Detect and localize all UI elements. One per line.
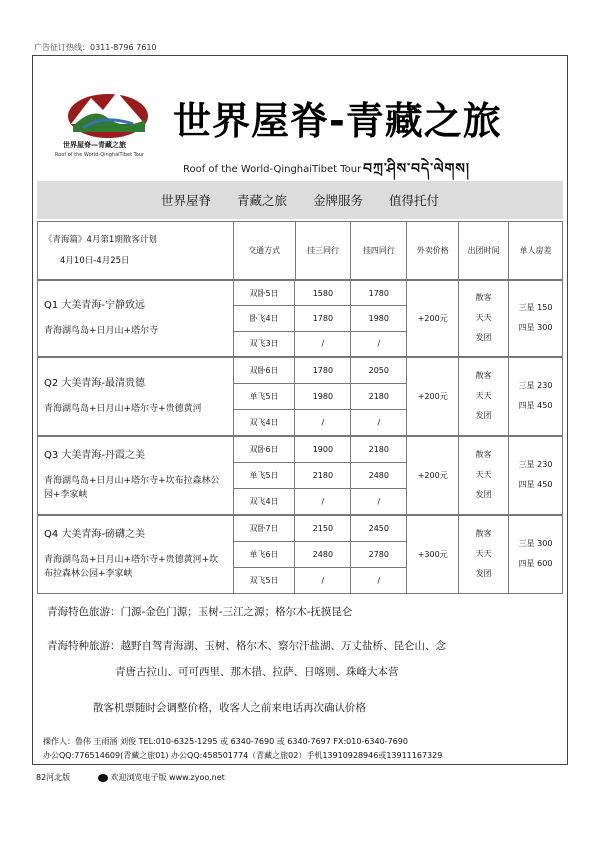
price-notice: 散客机票随时会调整价格，收客人之前来电话再次确认价格 [93,702,366,714]
special-tour-2-line2: 青唐古拉山、可可西里、那木措、拉萨、日喀则、珠峰大本营 [115,666,399,678]
transport-cell: 双卧5日 [233,281,295,306]
plan-line-1: 《青海篇》4月第1期散客计划 [44,235,157,246]
price-4-cell: 1780 [351,281,407,306]
price-3-cell: 1580 [295,281,351,306]
ad-frame [32,55,568,765]
depart-line: 发团 [475,490,492,500]
transport-cell: 双飞4日 [233,488,295,514]
price-4-cell: 1980 [351,306,407,331]
transport-cell: 双卧6日 [233,357,295,383]
table-row [38,357,563,383]
single-diff-cell [509,515,563,593]
price-4-cell: / [351,488,407,514]
route-title: Q3 大美青海-丹霞之美 [44,450,146,462]
transport-cell: 双卧6日 [233,436,295,462]
price-4-cell: 2180 [351,383,407,409]
depart-line: 散客 [475,529,492,539]
contact-line-2: 办公QQ:776514609(青藏之旅01) 办公QQ:458501774（青藏之旅02）手机13910928946或13911167329 [43,751,443,760]
slogan-1: 世界屋脊 [160,193,211,208]
col-price-4: 挂四同行 [351,222,407,280]
col-single-diff: 单人房差 [509,222,563,280]
page-number: 82河北版 [36,773,71,782]
slogan-banner [37,181,563,219]
single-diff-cell [509,281,563,357]
transport-cell: 单飞6日 [233,541,295,567]
header [33,56,567,177]
route-info [38,515,234,593]
depart-line: 散客 [475,450,492,460]
route-title: Q1 大美青海-宁静致远 [44,300,146,312]
depart-line: 天天 [475,549,492,559]
price-4-cell: 2480 [351,462,407,488]
col-transport: 交通方式 [233,222,295,280]
depart-line: 天天 [475,391,492,401]
depart-cell [459,281,509,357]
slogan-2: 青藏之旅 [236,193,287,208]
table-row [38,281,563,306]
route-sites: 青海湖鸟岛+日月山+塔尔寺 [44,326,159,337]
route-sites: 青海湖鸟岛+日月山+塔尔寺+贵德黄河 [44,404,202,415]
transport-cell: 双卧7日 [233,515,295,541]
special-tour-2-line1: 青海特种旅游：越野自驾青海湖、玉树、格尔木、察尔汗盐湖、万丈盐桥、昆仑山、念 [47,640,446,652]
brand-icon [98,774,108,782]
price-3-cell: 1980 [295,383,351,409]
transport-cell: 卧飞4日 [233,306,295,331]
depart-line: 发团 [475,333,492,343]
price-3-cell: / [295,567,351,593]
price-4-cell: / [351,331,407,356]
diff-line: 四星 600 [518,559,553,569]
brand-text: 欢迎浏览电子版 www.zyoo.net [110,773,225,782]
sale-price-cell: +300元 [407,515,459,593]
sale-price-cell: +200元 [407,357,459,435]
table-row [38,515,563,541]
slogan-3: 金牌服务 [313,193,364,208]
depart-cell [459,515,509,593]
logo-caption-en: Roof of the World-QinghaiTibet Tour [55,152,145,158]
price-4-cell: 2780 [351,541,407,567]
col-sale-price: 外卖价格 [407,222,459,280]
single-diff-cell [509,436,563,514]
price-4-cell: 2180 [351,436,407,462]
table-row [38,436,563,462]
route-info [38,357,234,435]
col-price-3: 挂三同行 [295,222,351,280]
price-3-cell: 2480 [295,541,351,567]
route-info [38,436,234,514]
single-diff-cell [509,357,563,435]
tibetan-text: བཀྲ་ཤིས་བདེ་ལེགས། [363,161,470,177]
price-3-cell: 2180 [295,462,351,488]
depart-line: 散客 [475,371,492,381]
logo [55,76,153,171]
depart-cell [459,357,509,435]
price-3-cell: 1900 [295,436,351,462]
route-title: Q2 大美青海-最清贵德 [44,378,146,390]
depart-line: 散客 [475,293,492,303]
brand-footer [98,772,225,783]
price-3-cell: 1780 [295,357,351,383]
price-3-cell: 2150 [295,515,351,541]
transport-cell: 双飞5日 [233,567,295,593]
price-4-cell: 2450 [351,515,407,541]
sale-price-cell: +200元 [407,436,459,514]
price-3-cell: / [295,331,351,356]
diff-line: 四星 450 [518,401,553,411]
subtitle: Roof of the World-QinghaiTibet Tour [183,164,362,175]
diff-line: 三星 230 [518,381,553,391]
diff-line: 三星 230 [518,460,553,470]
transport-cell: 双飞3日 [233,331,295,356]
sale-price-cell: +200元 [407,281,459,357]
diff-line: 四星 450 [518,480,553,490]
diff-line: 三星 150 [518,303,553,313]
depart-line: 发团 [475,411,492,421]
route-sites: 青海湖鸟岛+日月山+塔尔寺+坎布拉森林公园+李家峡 [44,476,220,501]
route-title: Q4 大美青海-磅礴之美 [44,529,146,541]
route-sites: 青海湖鸟岛+日月山+塔尔寺+贵德黄河+坎布拉森林公园+李家峡 [44,555,219,580]
price-3-cell: 1780 [295,306,351,331]
price-3-cell: / [295,488,351,514]
table-header-row [38,222,563,280]
price-3-cell: / [295,409,351,435]
price-table [37,221,563,594]
price-4-cell: / [351,567,407,593]
page-title: 世界屋脊-青藏之旅 [173,99,502,143]
depart-cell [459,436,509,514]
special-tour: 青海特色旅游：门源-金色门源；玉树-三江之源；格尔木-抚摸昆仑 [47,606,353,618]
price-4-cell: / [351,409,407,435]
diff-line: 三星 300 [518,539,553,549]
plan-cell [38,222,234,280]
contact-line-1: 操作人：鲁伟 王雨涵 刘俊 TEL:010-6325-1295 或 6340-7690 或 6340-7697 FX:010-6340-7690 [43,737,408,746]
price-4-cell: 2050 [351,357,407,383]
plan-line-2: 4月10日-4月25日 [60,255,130,266]
transport-cell: 单飞5日 [233,462,295,488]
depart-line: 天天 [475,470,492,480]
route-info [38,281,234,357]
transport-cell: 双飞4日 [233,409,295,435]
diff-line: 四星 300 [518,323,553,333]
transport-cell: 单飞5日 [233,383,295,409]
depart-line: 发团 [475,569,492,579]
depart-line: 天天 [475,313,492,323]
col-depart: 出团时间 [459,222,509,280]
slogan-4: 值得托付 [389,193,440,208]
logo-caption-cn: 世界屋脊—青藏之旅 [63,141,126,149]
top-hotline: 广告征订热线：0311-8796 7610 [34,43,157,52]
